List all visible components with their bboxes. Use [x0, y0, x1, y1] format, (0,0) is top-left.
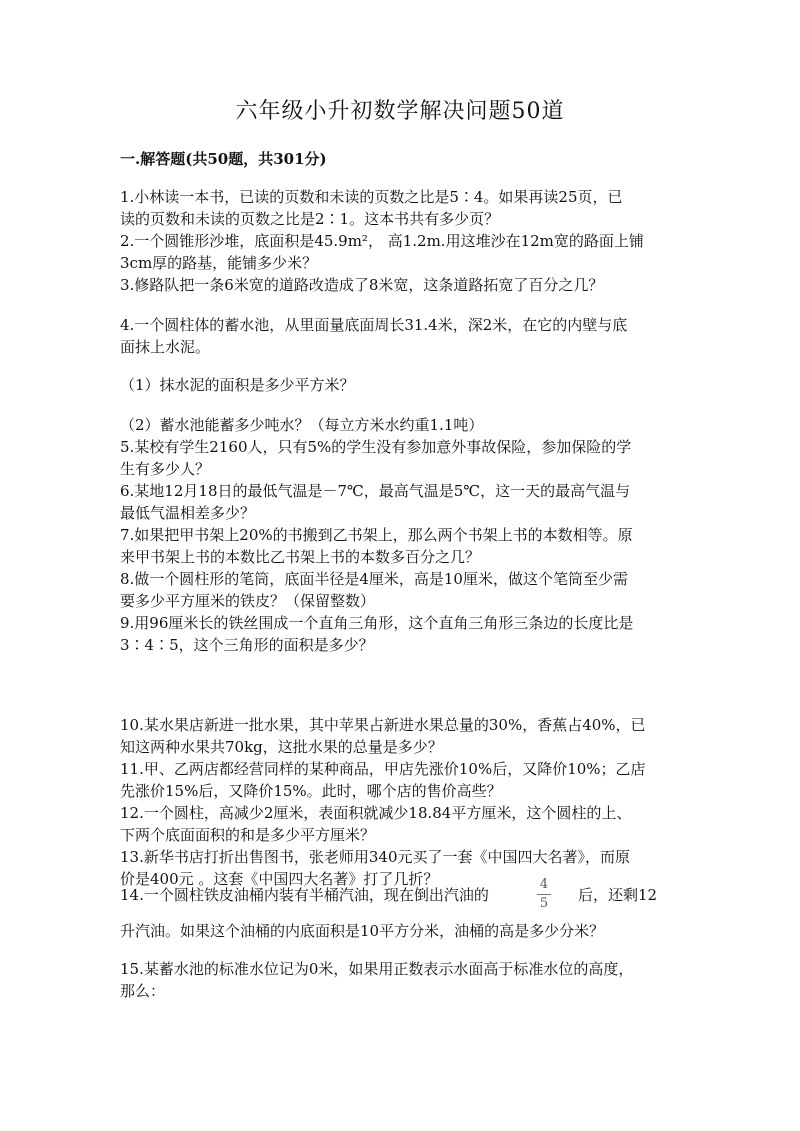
question-6-line-2: 最低气温相差多少？: [120, 504, 256, 522]
question-12-line-2: 下两个底面面积的和是多少平方厘米？: [120, 826, 376, 844]
fraction-bar: [537, 894, 551, 895]
question-7-line-1: 7.如果把甲书架上20%的书搬到乙书架上，那么两个书架上书的本数相等。原: [120, 526, 633, 544]
question-15-line-2: 那么：: [120, 982, 166, 1000]
question-15-line-1: 15.某蓄水池的标准水位记为0米，如果用正数表示水面高于标准水位的高度，: [120, 960, 634, 978]
question-4-line-1: 4.一个圆柱体的蓄水池，从里面量底面周长31.4米，深2米，在它的内壁与底: [120, 316, 628, 334]
question-9-line-2: 3∶4∶5，这个三角形的面积是多少？: [120, 636, 374, 654]
question-10-line-1: 10.某水果店新进一批水果，其中苹果占新进水果总量的30%，香蕉占40%，已: [120, 716, 646, 734]
page-title: 六年级小升初数学解决问题50道: [235, 99, 565, 124]
question-12-line-1: 12.一个圆柱，高减少2厘米，表面积就减少18.84平方厘米，这个圆柱的上、: [120, 804, 632, 822]
question-13-line-1: 13.新华书店打折出售图书，张老师用340元买了一套《中国四大名著》，而原: [120, 848, 630, 866]
question-8-line-2: 要多少平方厘米的铁皮？（保留整数）: [120, 592, 376, 610]
question-14-line-1b: 后，还剩12: [578, 886, 658, 904]
question-14-line-1a: 14.一个圆柱铁皮油桶内装有半桶汽油，现在倒出汽油的: [120, 886, 489, 904]
question-3-line-1: 3.修路队把一条6米宽的道路改造成了8米宽，这条道路拓宽了百分之几？: [120, 276, 604, 294]
question-13-line-2: 价是400元 。这套《中国四大名著》打了几折？: [120, 870, 439, 888]
question-9-line-1: 9.用96厘米长的铁丝围成一个直角三角形，这个直角三角形三条边的长度比是: [120, 614, 634, 632]
fraction-denominator: 5: [539, 896, 549, 911]
question-6-line-1: 6.某地12月18日的最低气温是－7℃，最高气温是5℃，这一天的最高气温与: [120, 482, 631, 500]
question-10-line-2: 知这两种水果共70kg，这批水果的总量是多少？: [120, 738, 443, 756]
question-4-line-2: 面抹上水泥。: [120, 338, 211, 356]
question-2-line-1: 2.一个圆锥形沙堆，底面积是45.9m²， 高1.2m.用这堆沙在12m宽的路面上铺: [120, 232, 644, 250]
question-11-line-2: 先涨价15%后，又降价15%。此时，哪个店的售价高些？: [120, 782, 502, 800]
fraction-four-fifths: [536, 878, 552, 911]
question-14-line-2: 升汽油。如果这个油桶的内底面积是10平方分米，油桶的高是多少分米？: [120, 922, 605, 940]
question-11-line-1: 11.甲、乙两店都经营同样的某种商品，甲店先涨价10%后，又降价10%；乙店: [120, 760, 646, 778]
section-heading: 一.解答题(共50题，共301分): [120, 150, 327, 168]
question-1-line-2: 读的页数和未读的页数之比是2∶1。这本书共有多少页？: [120, 210, 500, 228]
question-4-sub-2: （2）蓄水池能蓄多少吨水？（每立方米水约重1.1吨）: [120, 416, 484, 434]
question-8-line-1: 8.做一个圆柱形的笔筒，底面半径是4厘米，高是10厘米，做这个笔筒至少需: [120, 570, 628, 588]
question-4-sub-1: （1）抹水泥的面积是多少平方米？: [120, 376, 355, 394]
question-2-line-2: 3cm厚的路基，能铺多少米？: [120, 254, 318, 272]
question-1-line-1: 1.小林读一本书，已读的页数和未读的页数之比是5∶4。如果再读25页，已: [120, 188, 623, 206]
fraction-numerator: 4: [539, 877, 549, 892]
question-7-line-2: 来甲书架上书的本数比乙书架上书的本数多百分之几？: [120, 548, 481, 566]
question-5-line-1: 5.某校有学生2160人，只有5%的学生没有参加意外事故保险，参加保险的学: [120, 438, 632, 456]
question-5-line-2: 生有多少人？: [120, 460, 211, 478]
